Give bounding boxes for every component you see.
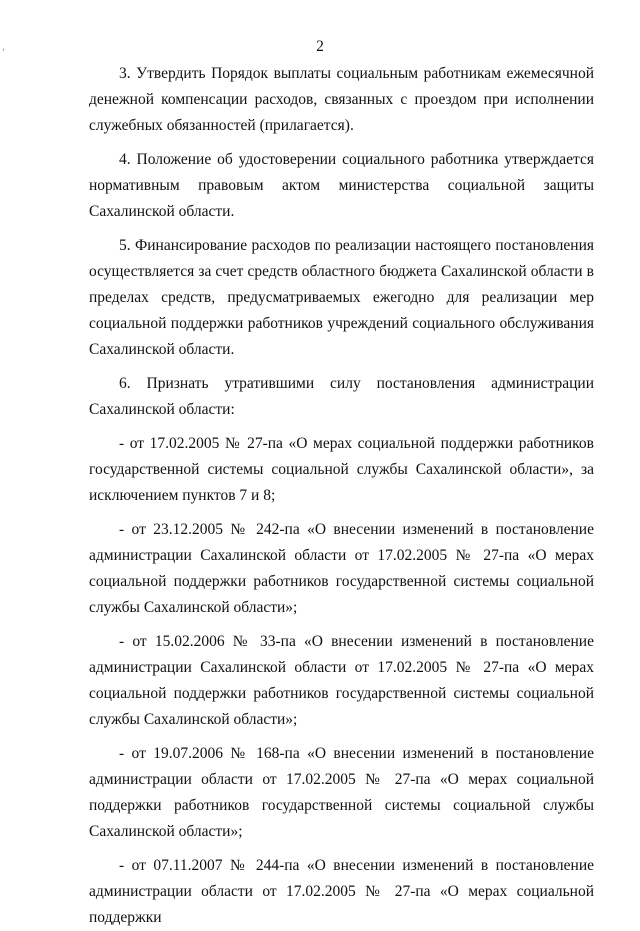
repealed-act-2005-242: - от 23.12.2005 № 242-па «О внесении изменений в постановление администрации Сахалинской области от 17.02.2005 № 27-па «О мерах социальной поддержки работников государственной системы социальной службы Сахалинской области»;	[89, 521, 594, 616]
scan-margin-mark: '	[2, 48, 5, 58]
paragraph-item-5: 5. Финансирование расходов по реализации настоящего постановления осуществляется за счет средств областного бюджета Сахалинской области в пределах средств, предусматриваемых ежегодно для реализации мер социальной поддержки работников учреждений социального обслуживания Сахалинской области.	[89, 237, 594, 358]
repealed-act-2005-27: - от 17.02.2005 № 27-па «О мерах социальной поддержки работников государственной системы социальной службы Сахалинской области», за исключением пунктов 7 и 8;	[89, 435, 594, 504]
paragraph-item-6: 6. Признать утратившими силу постановления администрации Сахалинской области:	[89, 375, 594, 418]
paragraph-item-4: 4. Положение об удостоверении социального работника утверждается нормативным правовым актом министерства социальной защиты Сахалинской области.	[89, 151, 594, 220]
document-body	[89, 61, 594, 931]
paragraph-item-3: 3. Утвердить Порядок выплаты социальным работникам ежемесячной денежной компенсации расходов, связанных с проездом при исполнении служебных обязанностей (прилагается).	[89, 65, 594, 134]
repealed-act-2006-168: - от 19.07.2006 № 168-па «О внесении изменений в постановление администрации области от 17.02.2005 № 27-па «О мерах социальной поддержки работников государственной системы социальной службы Сахалинской области»;	[89, 745, 594, 840]
repealed-act-2007-244: - от 07.11.2007 № 244-па «О внесении изменений в постановление администрации области от 17.02.2005 № 27-па «О мерах социальной поддержки	[89, 857, 594, 926]
page-number: 2	[316, 38, 324, 55]
repealed-act-2006-33: - от 15.02.2006 № 33-па «О внесении изменений в постановление администрации Сахалинской области от 17.02.2005 № 27-па «О мерах социальной поддержки работников государственной системы социальной службы Сахалинской области»;	[89, 633, 594, 728]
